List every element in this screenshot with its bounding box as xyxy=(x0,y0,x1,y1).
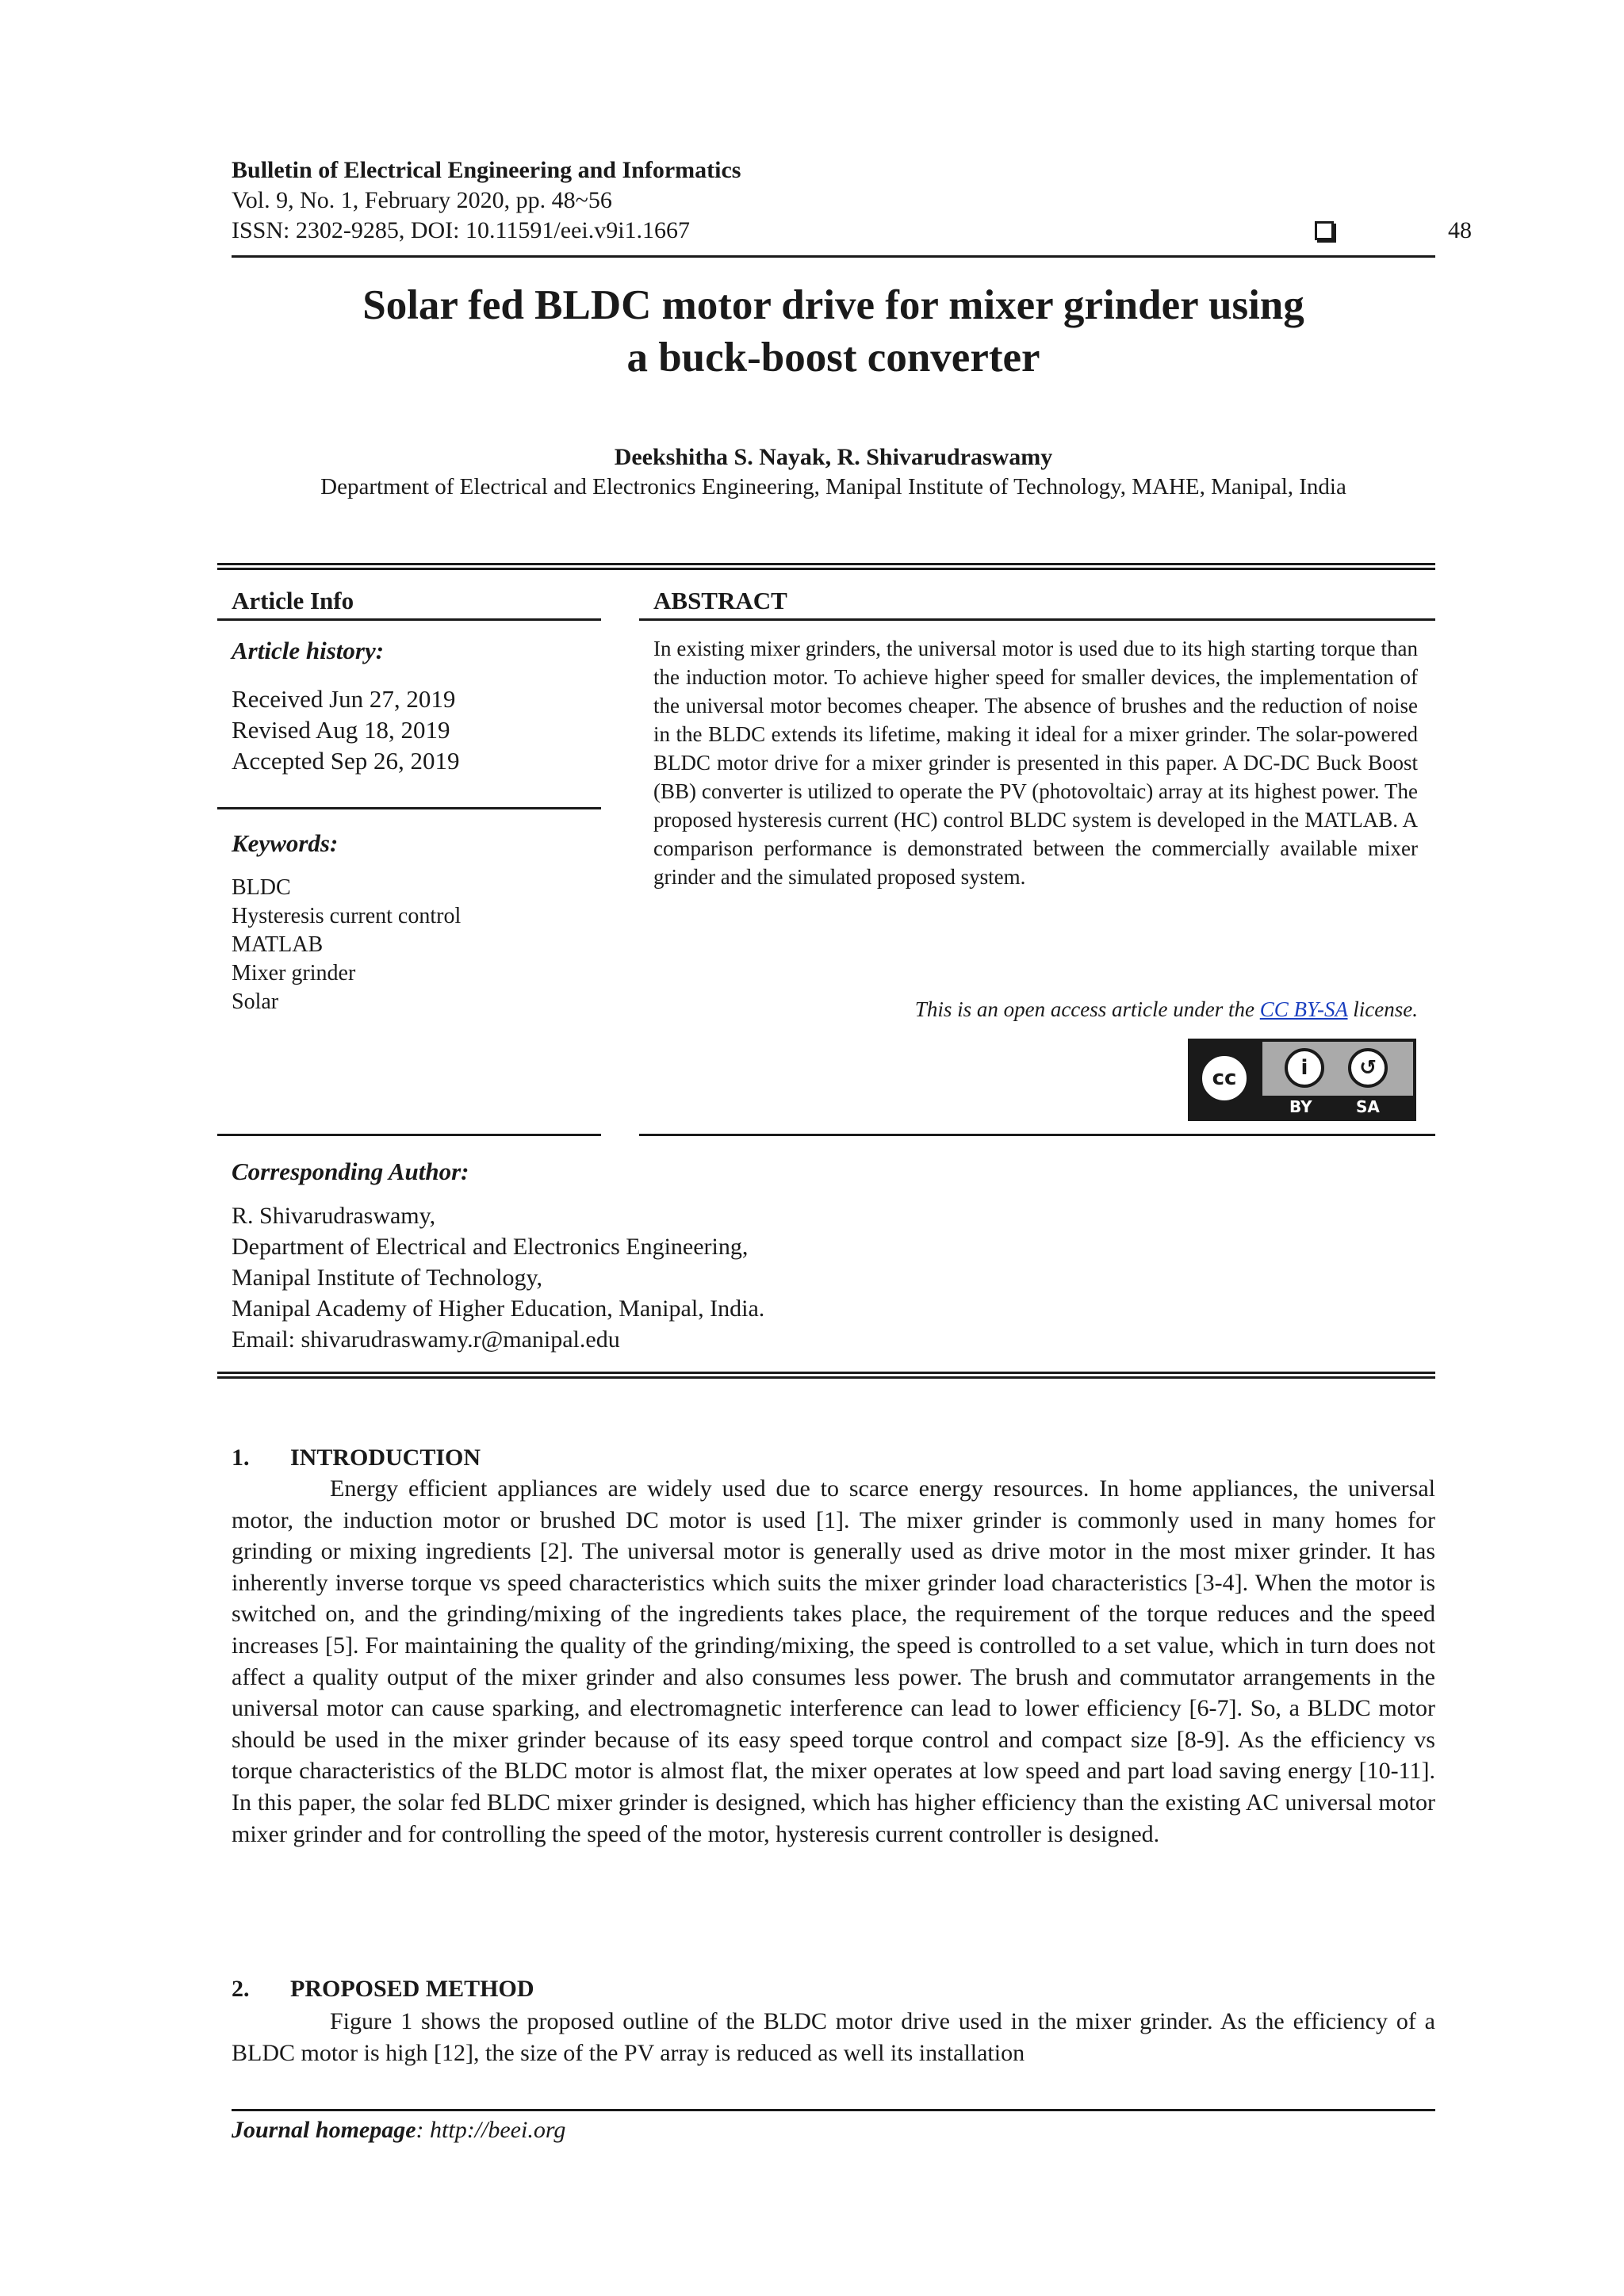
abstract-rule xyxy=(639,618,1435,621)
proposed-method-paragraph: Figure 1 shows the proposed outline of the BLDC motor drive used in the mixer grinder. As the efficiency of a BLDC motor is high [12], the size of the PV array is reduced as well its installation xyxy=(232,2008,1435,2066)
history-revised: Revised Aug 18, 2019 xyxy=(232,716,450,744)
section-heading-proposed-method xyxy=(232,1976,534,2003)
section-title: PROPOSED METHOD xyxy=(290,1976,534,2002)
section-number: 1. xyxy=(232,1445,250,1471)
section-heading-introduction xyxy=(232,1445,481,1471)
badge-sa-label: SA xyxy=(1356,1097,1380,1116)
author-affiliation: Department of Electrical and Electronics Engineering, Manipal Institute of Technology, MAHE, Manipal, India xyxy=(320,474,1346,499)
journal-name: Bulletin of Electrical Engineering and Informatics xyxy=(232,157,741,183)
keywords-label: Keywords: xyxy=(232,829,339,857)
cc-by-sa-badge[interactable] xyxy=(1188,1039,1416,1121)
abstract-heading: ABSTRACT xyxy=(653,587,787,614)
creative-commons-icon: cc xyxy=(1199,1053,1250,1104)
history-rule xyxy=(217,807,601,809)
abstract-text: In existing mixer grinders, the universal motor is used due to its high starting torque than the induction motor. To achieve higher speed for smaller devices, the implementation of the universal motor becomes cheaper. The absence of brushes and the reduction of noise in the BLDC extends its lifetime, making it ideal for a mixer grinder. The solar-powered BLDC motor drive for a mixer grinder is presented in this paper. A DC-DC Buck Boost (BB) converter is utilized to operate the PV (photovoltaic) array at its highest power. The proposed hysteresis current (HC) control BLDC system is developed in the MATLAB. A comparison performance is demonstrated between the commercially available mixer grinder and the simulated proposed system. xyxy=(653,637,1418,889)
corresponding-academy: Manipal Academy of Higher Education, Manipal, India. xyxy=(232,1295,765,1322)
keyword-item: BLDC xyxy=(232,875,291,900)
share-alike-icon: ↺ xyxy=(1348,1048,1388,1088)
introduction-paragraph: Energy efficient appliances are widely used due to scarce energy resources. In home appliances, the universal motor, the induction motor or brushed DC motor is used [1]. The mixer grinder is commonly used in many homes for grinding or mixing ingredients [2]. The universal motor is generally used as drive motor in the most mixer grinder. It has inherently inverse torque vs speed characteristics which suits the mixer grinder load characteristics [3-4]. When the motor is switched on, and the grinding/mixing of the ingredients takes place, the requirement of the torque reduces and the speed increases [5]. For maintaining the quality of the grinding/mixing, the speed is controlled to a set value, which in turn does not affect a quality output of the mixer grinder and also consumes less power. The brush and commutator arrangements in the universal motor can cause sparking, and electromagnetic interference can lead to lower efficiency [6-7]. So, a BLDC motor should be used in the mixer grinder because of its easy speed torque control and compact size [8-9]. As the efficiency vs torque characteristics of the BLDC motor is almost flat, the mixer operates at low speed and part load saving energy [10-11]. In this paper, the solar fed BLDC mixer grinder is designed, which has higher efficiency than the existing AC universal motor mixer grinder and for controlling the speed of the motor, hysteresis current controller is designed. xyxy=(232,1475,1435,1847)
homepage-label: Journal homepage xyxy=(232,2117,416,2143)
keyword-item: Solar xyxy=(232,989,279,1014)
open-access-note xyxy=(653,997,1418,1022)
badge-by-label: BY xyxy=(1289,1097,1312,1116)
footer-rule xyxy=(232,2109,1435,2111)
author-list: Deekshitha S. Nayak, R. Shivarudraswamy xyxy=(614,444,1053,470)
corresponding-department: Department of Electrical and Electronics Engineering, xyxy=(232,1234,749,1260)
license-suffix: license. xyxy=(1353,997,1418,1021)
article-info-rule xyxy=(217,618,601,621)
corresponding-author-label: Corresponding Author: xyxy=(232,1158,469,1185)
corresponding-email: Email: shivarudraswamy.r@manipal.edu xyxy=(232,1326,620,1353)
paper-title-line-2: a buck-boost converter xyxy=(626,335,1040,381)
section-title: INTRODUCTION xyxy=(290,1445,481,1471)
page-number: 48 xyxy=(1448,217,1472,243)
front-matter-bottom-rule xyxy=(217,1372,1435,1379)
homepage-url[interactable]: : http://beei.org xyxy=(416,2117,566,2143)
journal-homepage xyxy=(232,2117,565,2144)
history-received: Received Jun 27, 2019 xyxy=(232,685,456,713)
header-rule xyxy=(232,255,1435,258)
abstract-end-rule xyxy=(639,1134,1435,1136)
article-history-label: Article history: xyxy=(232,637,385,664)
section-number: 2. xyxy=(232,1976,250,2002)
journal-issn: ISSN: 2302-9285, DOI: 10.11591/eei.v9i1.1667 xyxy=(232,217,691,243)
cc-badge-right xyxy=(1262,1042,1413,1118)
article-history-list xyxy=(232,683,460,776)
keyword-item: Mixer grinder xyxy=(232,961,356,985)
cc-badge-bar xyxy=(1262,1096,1413,1118)
license-prefix: This is an open access article under the xyxy=(914,997,1254,1021)
license-link[interactable]: CC BY-SA xyxy=(1259,997,1348,1021)
article-info-heading: Article Info xyxy=(232,587,354,614)
front-matter-top-rule xyxy=(217,563,1435,570)
journal-volume: Vol. 9, No. 1, February 2020, pp. 48~56 xyxy=(232,187,612,213)
history-accepted: Accepted Sep 26, 2019 xyxy=(232,747,460,775)
paper-title-line-1: Solar fed BLDC motor drive for mixer grinder using xyxy=(362,282,1304,328)
attribution-icon: i xyxy=(1285,1048,1324,1088)
corresponding-author-details xyxy=(232,1200,764,1355)
paper-title xyxy=(232,279,1435,384)
corresponding-institute: Manipal Institute of Technology, xyxy=(232,1265,542,1291)
keyword-item: Hysteresis current control xyxy=(232,904,462,928)
keyword-item: MATLAB xyxy=(232,932,324,957)
keywords-rule xyxy=(217,1134,601,1136)
checkbox-icon xyxy=(1315,221,1334,240)
corresponding-name: R. Shivarudraswamy, xyxy=(232,1203,436,1229)
keywords-list xyxy=(232,874,461,1016)
